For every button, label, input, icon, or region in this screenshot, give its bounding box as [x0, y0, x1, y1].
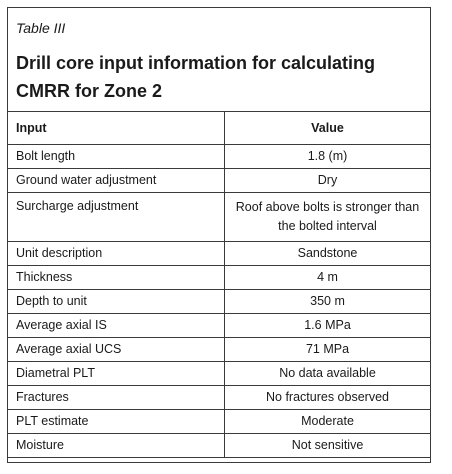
data-table: [8, 111, 430, 458]
input-cell: Surcharge adjustment: [8, 193, 225, 242]
value-cell: 1.6 MPa: [225, 314, 431, 338]
input-cell: Average axial IS: [8, 314, 225, 338]
value-cell: Sandstone: [225, 242, 431, 266]
table-row: [8, 266, 430, 290]
value-cell: Dry: [225, 169, 431, 193]
value-cell: 1.8 (m): [225, 145, 431, 169]
value-cell: Moderate: [225, 410, 431, 434]
input-cell: Bolt length: [8, 145, 225, 169]
input-cell: Moisture: [8, 434, 225, 458]
table-row: [8, 193, 430, 242]
value-cell: No fractures observed: [225, 386, 431, 410]
value-cell: 4 m: [225, 266, 431, 290]
table-frame: [7, 7, 431, 463]
table-row: [8, 434, 430, 458]
value-cell: Not sensitive: [225, 434, 431, 458]
table-row: [8, 290, 430, 314]
input-cell: Thickness: [8, 266, 225, 290]
table-row: [8, 386, 430, 410]
value-cell: Roof above bolts is stronger than the bolted interval: [225, 193, 431, 242]
input-cell: Diametral PLT: [8, 362, 225, 386]
value-cell: 71 MPa: [225, 338, 431, 362]
column-header-value: Value: [225, 112, 431, 145]
table-row: [8, 362, 430, 386]
input-cell: Fractures: [8, 386, 225, 410]
table-title: Drill core input information for calculating CMRR for Zone 2: [16, 53, 376, 101]
table-row: [8, 169, 430, 193]
table-header-row: [8, 112, 430, 145]
input-cell: PLT estimate: [8, 410, 225, 434]
input-cell: Unit description: [8, 242, 225, 266]
table-row: [8, 338, 430, 362]
table-row: [8, 242, 430, 266]
value-cell: No data available: [225, 362, 431, 386]
value-cell: 350 m: [225, 290, 431, 314]
table-row: [8, 145, 430, 169]
table-row: [8, 314, 430, 338]
column-header-input: Input: [8, 112, 225, 145]
input-cell: Depth to unit: [8, 290, 225, 314]
input-cell: Average axial UCS: [8, 338, 225, 362]
table-row: [8, 410, 430, 434]
input-cell: Ground water adjustment: [8, 169, 225, 193]
table-label: Table III: [16, 20, 66, 36]
